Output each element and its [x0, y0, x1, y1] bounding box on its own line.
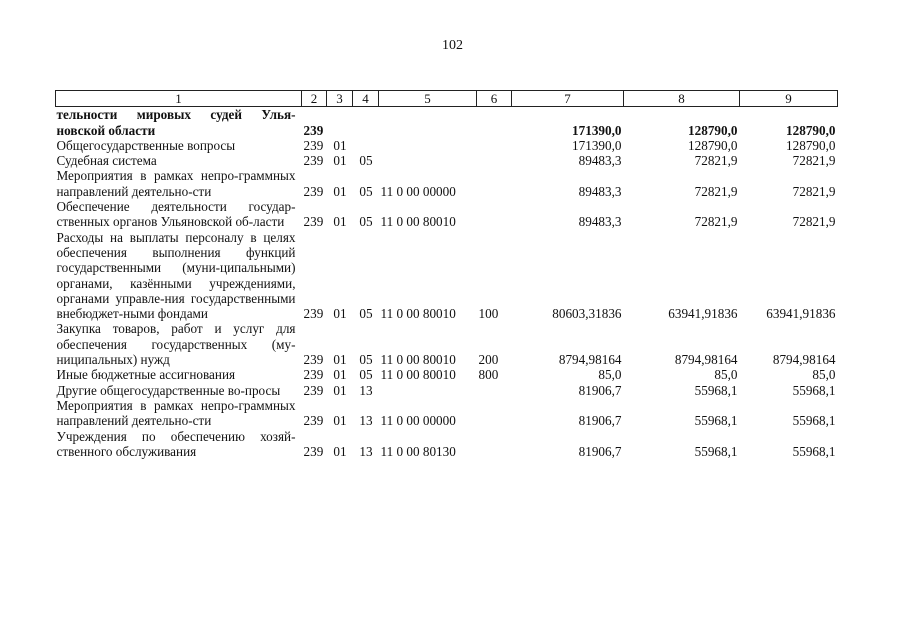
row-name: тельности мировых судей Улья-новской области [56, 107, 296, 138]
row-value-col8: 85,0 [714, 367, 738, 383]
header-col-7: 7 [512, 91, 624, 107]
row-gr-code: 239 [303, 122, 324, 138]
row-value-col8: 128790,0 [688, 122, 738, 138]
row-value-col8: 8794,98164 [674, 352, 738, 368]
row-value-col8: 55968,1 [694, 382, 738, 398]
row-gr-code: 239 [303, 382, 324, 398]
row-value-col9: 128790,0 [786, 137, 836, 153]
row-gr-code: 239 [303, 183, 324, 199]
row-target-article: 11 0 00 80010 [380, 306, 456, 322]
table-row [56, 168, 838, 199]
row-value-col8: 72821,9 [694, 214, 738, 230]
row-subsection-code: 05 [359, 352, 373, 368]
header-col-3: 3 [327, 91, 353, 107]
header-col-4: 4 [353, 91, 379, 107]
row-target-article: 11 0 00 80010 [380, 367, 456, 383]
header-col-6: 6 [477, 91, 512, 107]
row-value-col9: 55968,1 [792, 413, 836, 429]
row-value-col7: 171390,0 [572, 137, 622, 153]
row-subsection-code: 05 [359, 153, 373, 169]
row-target-article [379, 138, 477, 153]
row-section-code: 01 [333, 367, 347, 383]
row-name: Учреждения по обеспечению хозяй-ственного обслуживания [56, 428, 296, 459]
row-subsection-code [353, 138, 379, 153]
row-value-col8: 63941,91836 [668, 306, 738, 322]
row-value-col7: 81906,7 [578, 382, 622, 398]
table-row [56, 107, 838, 138]
row-value-col7: 85,0 [598, 367, 622, 383]
row-value-col7: 171390,0 [572, 122, 622, 138]
row-gr-code: 239 [303, 153, 324, 169]
row-expense-type [477, 429, 512, 460]
row-name: Мероприятия в рамках непро-граммных направлений деятельно-сти [56, 397, 296, 429]
row-expense-type [477, 138, 512, 153]
row-gr-code: 239 [303, 367, 324, 383]
table-row [56, 230, 838, 322]
row-subsection-code: 13 [359, 413, 373, 429]
header-col-9: 9 [740, 91, 838, 107]
row-value-col9: 72821,9 [792, 153, 836, 169]
row-value-col7: 81906,7 [578, 443, 622, 459]
header-col-5: 5 [379, 91, 477, 107]
row-subsection-code: 13 [359, 382, 373, 398]
row-subsection-code: 05 [359, 367, 373, 383]
row-expense-type [477, 199, 512, 230]
row-expense-type: 800 [478, 367, 499, 383]
row-target-article: 11 0 00 80010 [380, 352, 456, 368]
row-value-col9: 85,0 [812, 367, 836, 383]
table-body [56, 107, 838, 459]
row-target-article [379, 107, 477, 138]
row-name: Мероприятия в рамках непро-граммных направлений деятельно-сти [56, 168, 296, 199]
row-target-article [379, 153, 477, 168]
row-expense-type: 200 [478, 352, 499, 368]
row-value-col7: 8794,98164 [558, 352, 622, 368]
row-value-col8: 55968,1 [694, 413, 738, 429]
row-section-code: 01 [333, 137, 347, 153]
row-gr-code: 239 [303, 443, 324, 459]
row-gr-code: 239 [303, 214, 324, 230]
table-row [56, 429, 838, 460]
row-gr-code: 239 [303, 137, 324, 153]
row-target-article [379, 383, 477, 398]
table-row [56, 367, 838, 382]
row-value-col7: 89483,3 [578, 153, 622, 169]
row-value-col9: 55968,1 [792, 443, 836, 459]
row-name: Иные бюджетные ассигнования [56, 367, 236, 383]
table-row [56, 138, 838, 153]
row-value-col9: 8794,98164 [772, 352, 836, 368]
header-col-2: 2 [302, 91, 327, 107]
row-value-col9: 55968,1 [792, 382, 836, 398]
row-expense-type [477, 168, 512, 199]
row-value-col7: 89483,3 [578, 214, 622, 230]
row-value-col8: 128790,0 [688, 137, 738, 153]
row-section-code: 01 [333, 352, 347, 368]
row-expense-type: 100 [478, 306, 499, 322]
row-value-col7: 81906,7 [578, 413, 622, 429]
row-gr-code: 239 [303, 306, 324, 322]
row-target-article: 11 0 00 00000 [380, 183, 456, 199]
row-section-code: 01 [333, 153, 347, 169]
row-target-article: 11 0 00 80130 [380, 443, 456, 459]
table-row [56, 383, 838, 398]
row-name: Закупка товаров, работ и услуг для обеспечения государственных (му-ниципальных) нужд [56, 321, 296, 368]
table-row [56, 153, 838, 168]
row-section-code: 01 [333, 443, 347, 459]
header-col-1: 1 [56, 91, 302, 107]
row-value-col7: 89483,3 [578, 183, 622, 199]
row-expense-type [477, 107, 512, 138]
row-target-article: 11 0 00 80010 [380, 214, 456, 230]
row-section-code [327, 107, 353, 138]
row-name: Другие общегосударственные во-просы [56, 382, 281, 398]
row-value-col9: 72821,9 [792, 183, 836, 199]
row-target-article: 11 0 00 00000 [380, 413, 456, 429]
header-col-8: 8 [624, 91, 740, 107]
row-expense-type [477, 398, 512, 429]
row-value-col9: 128790,0 [786, 122, 836, 138]
row-section-code: 01 [333, 214, 347, 230]
row-subsection-code: 05 [359, 214, 373, 230]
row-expense-type [477, 153, 512, 168]
row-gr-code: 239 [303, 352, 324, 368]
row-subsection-code: 05 [359, 183, 373, 199]
table-row [56, 398, 838, 429]
row-value-col9: 63941,91836 [766, 306, 836, 322]
row-expense-type [477, 383, 512, 398]
row-name: Обеспечение деятельности государ-ственных органов Ульяновской об-ласти [56, 199, 296, 230]
header-row [56, 91, 838, 107]
row-value-col8: 55968,1 [694, 443, 738, 459]
row-section-code: 01 [333, 183, 347, 199]
row-subsection-code: 13 [359, 443, 373, 459]
row-subsection-code [353, 107, 379, 138]
row-section-code: 01 [333, 382, 347, 398]
page-number: 102 [442, 38, 463, 53]
row-value-col8: 72821,9 [694, 153, 738, 169]
budget-table [55, 90, 838, 459]
row-name: Общегосударственные вопросы [56, 137, 236, 153]
row-value-col7: 80603,31836 [552, 306, 622, 322]
row-value-col9: 72821,9 [792, 214, 836, 230]
row-subsection-code: 05 [359, 306, 373, 322]
table-row [56, 199, 838, 230]
row-section-code: 01 [333, 306, 347, 322]
row-name: Расходы на выплаты персоналу в целях обеспечения выполнения функций государственными (муни-ципальными) органами, казёнными учреждениями, органами управле-ния государственными внебюджет-ными фондами [56, 229, 296, 322]
row-gr-code: 239 [303, 413, 324, 429]
row-name: Судебная система [56, 153, 157, 169]
row-value-col8: 72821,9 [694, 183, 738, 199]
table-row [56, 321, 838, 367]
row-section-code: 01 [333, 413, 347, 429]
